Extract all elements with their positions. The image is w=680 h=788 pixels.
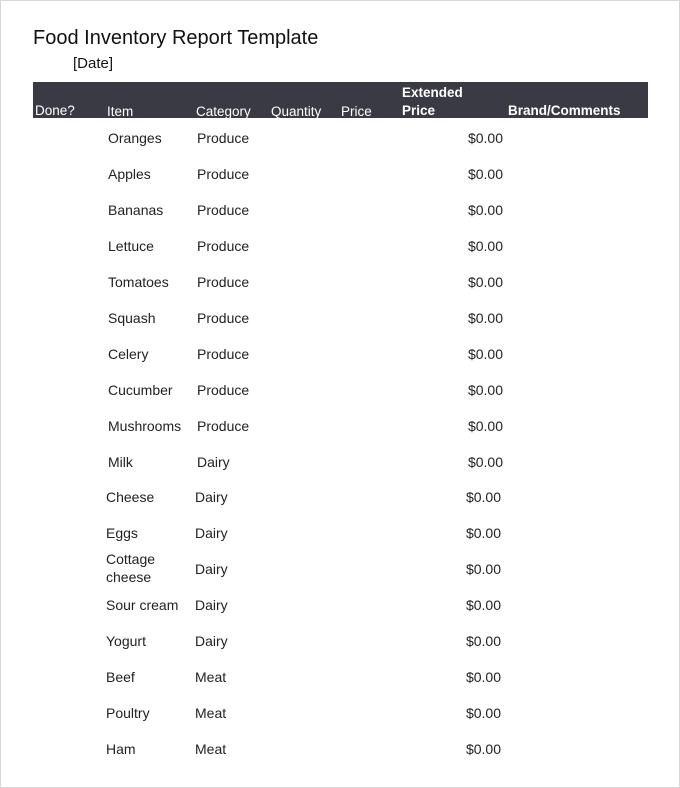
column-header-item[interactable]: Item	[107, 104, 134, 119]
table-row[interactable]	[33, 585, 648, 621]
category-cell[interactable]: Produce	[197, 238, 250, 254]
item-cell[interactable]: Cucumber	[108, 382, 173, 398]
column-header-brand-comments[interactable]: Brand/Comments	[508, 103, 621, 118]
column-header-category[interactable]: Category	[196, 104, 251, 119]
extended-price-cell: $0.00	[467, 346, 503, 362]
extended-price-cell: $0.00	[465, 561, 501, 577]
category-cell[interactable]: Produce	[197, 274, 250, 290]
item-cell[interactable]: Cottage cheese	[106, 551, 156, 585]
extended-price-cell: $0.00	[467, 238, 503, 254]
table-row[interactable]	[33, 442, 648, 478]
table-row[interactable]	[33, 549, 648, 585]
item-cell[interactable]: Yogurt	[106, 633, 146, 649]
extended-price-cell: $0.00	[467, 454, 503, 470]
extended-price-cell: $0.00	[467, 166, 503, 182]
item-cell[interactable]: Milk	[108, 454, 133, 470]
item-cell[interactable]: Apples	[108, 166, 151, 182]
extended-price-cell: $0.00	[467, 382, 503, 398]
item-cell[interactable]: Bananas	[108, 202, 164, 218]
table-row[interactable]	[33, 190, 648, 226]
table-row[interactable]	[33, 621, 648, 657]
category-cell[interactable]: Meat	[195, 705, 227, 721]
category-cell[interactable]: Produce	[197, 418, 250, 434]
extended-price-cell: $0.00	[465, 597, 501, 613]
item-cell[interactable]: Squash	[108, 310, 156, 326]
category-cell[interactable]: Meat	[195, 669, 227, 685]
category-cell[interactable]: Meat	[195, 741, 227, 757]
category-cell[interactable]: Produce	[197, 382, 250, 398]
item-cell[interactable]: Eggs	[106, 525, 138, 541]
table-row[interactable]	[33, 334, 648, 370]
extended-price-cell: $0.00	[465, 705, 501, 721]
table-row[interactable]	[33, 729, 648, 765]
item-cell[interactable]: Oranges	[108, 130, 162, 146]
extended-price-cell: $0.00	[467, 202, 503, 218]
category-cell[interactable]: Dairy	[195, 561, 228, 577]
table-row[interactable]	[33, 370, 648, 406]
column-header-done[interactable]: Done?	[35, 103, 75, 118]
extended-price-cell: $0.00	[467, 418, 503, 434]
category-cell[interactable]: Dairy	[197, 454, 230, 470]
table-row[interactable]	[33, 657, 648, 693]
category-cell[interactable]: Dairy	[195, 525, 228, 541]
column-header-price[interactable]: Price	[341, 104, 372, 119]
category-cell[interactable]: Produce	[197, 310, 250, 326]
column-header-quantity[interactable]: Quantity	[271, 104, 322, 119]
category-cell[interactable]: Produce	[197, 346, 250, 362]
extended-price-cell: $0.00	[465, 633, 501, 649]
table-row[interactable]	[33, 118, 648, 154]
extended-price-cell: $0.00	[467, 310, 503, 326]
category-cell[interactable]: Produce	[197, 202, 250, 218]
extended-price-cell: $0.00	[467, 274, 503, 290]
item-cell[interactable]: Mushrooms	[108, 418, 182, 434]
table-row[interactable]	[33, 298, 648, 334]
item-cell[interactable]: Celery	[108, 346, 149, 362]
date-placeholder[interactable]: [Date]	[73, 55, 114, 72]
table-row[interactable]	[33, 226, 648, 262]
table-row[interactable]	[33, 513, 648, 549]
extended-price-cell: $0.00	[467, 130, 503, 146]
table-row[interactable]	[33, 154, 648, 190]
category-cell[interactable]: Produce	[197, 166, 250, 182]
category-cell[interactable]: Dairy	[195, 489, 228, 505]
item-cell[interactable]: Sour cream	[106, 597, 179, 613]
table-row[interactable]	[33, 406, 648, 442]
item-cell[interactable]: Poultry	[106, 705, 150, 721]
category-cell[interactable]: Dairy	[195, 633, 228, 649]
extended-price-cell: $0.00	[465, 525, 501, 541]
column-header-extended-price[interactable]: Extended Price	[402, 85, 463, 118]
item-cell[interactable]: Tomatoes	[108, 274, 169, 290]
table-row[interactable]	[33, 693, 648, 729]
extended-price-cell: $0.00	[465, 669, 501, 685]
item-cell[interactable]: Ham	[106, 741, 136, 757]
table-row[interactable]	[33, 477, 648, 513]
document-title: Food Inventory Report Template	[33, 27, 319, 49]
item-cell[interactable]: Beef	[106, 669, 135, 685]
extended-price-cell: $0.00	[465, 741, 501, 757]
category-cell[interactable]: Dairy	[195, 597, 228, 613]
extended-price-cell: $0.00	[465, 489, 501, 505]
item-cell[interactable]: Lettuce	[108, 238, 154, 254]
category-cell[interactable]: Produce	[197, 130, 250, 146]
table-header	[33, 82, 648, 118]
table-row[interactable]	[33, 262, 648, 298]
item-cell[interactable]: Cheese	[106, 489, 155, 505]
